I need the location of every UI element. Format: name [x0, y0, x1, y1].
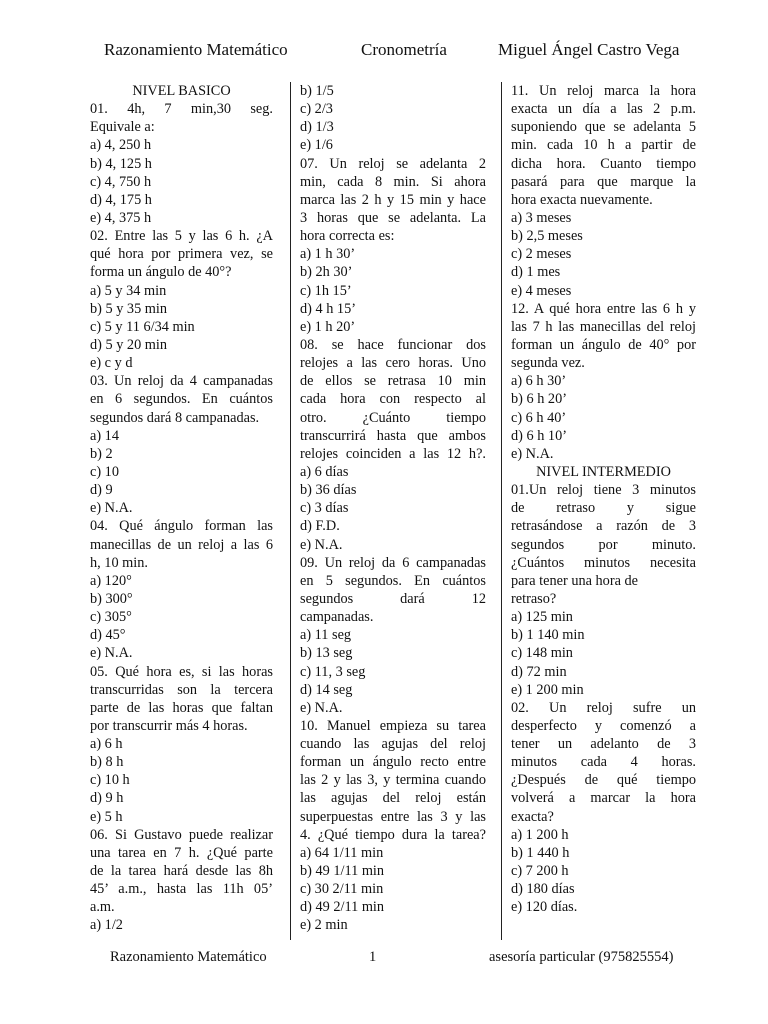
text-line: d) 14 seg [300, 681, 353, 698]
text-line: min. cada 10 h a partir de [511, 137, 696, 154]
text-line: e) 1 200 min [511, 681, 584, 698]
text-line: dicha hora. Cuanto tiempo [511, 155, 696, 172]
text-line: las 2 y las 3, y termina cuando [300, 772, 486, 789]
text-line: a) 64 1/11 min [300, 844, 384, 861]
text-line: a) 4, 250 h [90, 137, 152, 154]
text-line: manecillas de un reloj a las 6 [90, 536, 273, 553]
text-line: a) 120° [90, 572, 132, 589]
text-line: h, 10 min. [90, 554, 148, 571]
text-line: hora correcta es: [300, 228, 395, 245]
text-line: 03. Un reloj da 4 campanadas [90, 373, 273, 390]
text-line: segundos dará 12 [300, 590, 486, 607]
text-line: NIVEL BASICO [132, 83, 231, 99]
text-line: d) 49 2/11 min [300, 899, 385, 916]
text-line: suponiendo que se adelanta 5 [511, 119, 696, 136]
text-line: c) 5 y 11 6/34 min [90, 318, 195, 335]
text-line: 10. Manuel empieza su tarea [300, 717, 486, 734]
text-line: por transcurrir más 4 horas. [90, 717, 248, 734]
text-line: 4. ¿Qué tiempo dura la tarea? [300, 826, 486, 843]
text-line: e) N.A. [90, 645, 133, 662]
text-line: b) 1 440 h [511, 844, 570, 861]
text-line: relojes a las cero horas. Uno [300, 355, 486, 372]
text-line: Equivale a: [90, 119, 155, 136]
text-line: c) 148 min [511, 645, 573, 662]
text-line: e) 1/6 [300, 137, 333, 154]
text-line: exacta? [511, 808, 554, 825]
text-line: retrasándose a razón de 3 [511, 518, 696, 535]
column-1 [90, 82, 273, 938]
text-line: c) 7 200 h [511, 863, 569, 880]
text-line: a) 11 seg [300, 627, 352, 644]
text-line: las agujas del reloj están [300, 790, 486, 807]
text-line: b) 36 días [300, 482, 357, 499]
text-line: transcurridas son la tercera [90, 681, 273, 698]
text-line: a) 6 h [90, 736, 123, 753]
text-line: e) 5 h [90, 808, 123, 825]
footer-subject: Razonamiento Matemático [110, 949, 267, 965]
text-line: una tarea en 7 h. ¿Qué parte [90, 844, 273, 861]
text-line: cuando las agujas del reloj [300, 736, 486, 753]
text-line: d) 1 mes [511, 264, 561, 281]
text-line: b) 8 h [90, 754, 124, 771]
text-line: e) N.A. [511, 445, 554, 462]
text-line: 04. Qué ángulo forman las [90, 518, 273, 535]
text-line: e) N.A. [300, 536, 343, 553]
text-line: d) 5 y 20 min [90, 336, 168, 353]
text-line: forman un ángulo de 40° por [511, 336, 696, 353]
text-line: c) 305° [90, 609, 132, 626]
text-line: exacta un día a las 2 p.m. [511, 101, 696, 118]
text-line: a.m. [90, 899, 115, 916]
text-line: c) 2 meses [511, 246, 572, 263]
text-line: c) 4, 750 h [90, 173, 152, 190]
column-2 [300, 82, 486, 938]
text-line: b) 5 y 35 min [90, 300, 168, 317]
page-number: 1 [369, 949, 377, 965]
text-line: 3 horas que se adelanta. La [300, 209, 486, 226]
text-line: c) 30 2/11 min [300, 881, 384, 898]
text-line: cada hora con respecto al [300, 391, 486, 408]
text-line: b) 1 140 min [511, 627, 585, 644]
text-line: b) 49 1/11 min [300, 863, 385, 880]
text-line: 12. A qué hora entre las 6 h y [511, 300, 696, 317]
column-divider [290, 82, 291, 940]
text-line: a) 5 y 34 min [90, 282, 167, 299]
text-line: las 7 h las manecillas del reloj [511, 318, 696, 335]
text-line: c) 2/3 [300, 101, 333, 118]
text-line: otro. ¿Cuánto tiempo [300, 409, 486, 426]
text-line: retraso? [511, 590, 557, 607]
text-line: ¿Después de qué tiempo [511, 772, 696, 789]
text-line: 11. Un reloj marca la hora [511, 83, 696, 99]
text-line: relojes coinciden a las 12 h?. [300, 445, 486, 462]
text-line: e) N.A. [90, 500, 133, 517]
text-line: a) 6 días [300, 463, 349, 480]
header-author: Miguel Ángel Castro Vega [498, 40, 680, 59]
text-line: d) 9 [90, 482, 113, 499]
text-line: en 6 segundos. En cuántos [90, 391, 273, 408]
text-line: de ellos se retrasa 10 min [300, 373, 486, 390]
text-line: 09. Un reloj da 6 campanadas [300, 554, 486, 571]
text-line: 06. Si Gustavo puede realizar [90, 826, 273, 843]
text-line: d) 45° [90, 627, 126, 644]
text-line: campanadas. [300, 609, 374, 626]
footer-contact: asesoría particular (975825554) [489, 949, 674, 965]
text-line: b) 300° [90, 590, 133, 607]
text-line: a) 6 h 30’ [511, 373, 567, 390]
text-line: a) 1/2 [90, 917, 123, 934]
text-line: forman un ángulo recto entre [300, 754, 486, 771]
text-line: en 5 segundos. En cuántos [300, 572, 486, 589]
text-line: a) 125 min [511, 609, 573, 626]
text-line: a) 1 200 h [511, 826, 569, 843]
text-line: volverá a marcar la hora [511, 790, 696, 807]
text-line: min, cada 8 min. Si ahora [300, 173, 486, 190]
text-line: qué hora por primera vez, se [90, 246, 273, 263]
text-line: e) 4 meses [511, 282, 572, 299]
page-header [0, 40, 768, 66]
text-line: b) 4, 125 h [90, 155, 152, 172]
text-line: para tener una hora de [511, 572, 639, 589]
text-line: b) 13 seg [300, 645, 353, 662]
text-line: c) 10 h [90, 772, 130, 789]
text-line: b) 1/5 [300, 83, 334, 99]
text-line: a) 3 meses [511, 209, 572, 226]
text-line: 02. Un reloj sufre un [511, 699, 696, 716]
text-line: 08. se hace funcionar dos [300, 336, 486, 353]
text-line: c) 1h 15’ [300, 282, 352, 299]
text-line: c) 3 días [300, 500, 349, 517]
text-line: tener un adelanto de 3 [511, 736, 696, 753]
text-line: parte de las horas que faltan [90, 699, 273, 716]
text-line: pasará para que marque la [511, 173, 696, 190]
text-line: segundos dará 8 campanadas. [90, 409, 260, 426]
text-line: segunda vez. [511, 355, 585, 372]
text-line: de la tarea hará desde las 8h [90, 863, 273, 880]
text-line: a) 14 [90, 427, 119, 444]
text-line: desperfecto y comenzó a [511, 717, 696, 734]
text-line: d) 180 días [511, 881, 575, 898]
text-line: hora exacta nuevamente. [511, 191, 653, 208]
text-line: b) 2 [90, 445, 113, 462]
text-line: forma un ángulo de 40°? [90, 264, 232, 281]
text-line: d) 6 h 10’ [511, 427, 567, 444]
text-line: b) 6 h 20’ [511, 391, 567, 408]
column-divider [501, 82, 502, 940]
text-line: 01.Un reloj tiene 3 minutos [511, 482, 696, 499]
text-line: b) 2h 30’ [300, 264, 353, 281]
text-line: 05. Qué hora es, si las horas [90, 663, 273, 680]
text-line: e) c y d [90, 355, 133, 372]
text-line: ¿Cuántos minutos necesita [511, 554, 696, 571]
text-line: de retraso y sigue [511, 500, 696, 517]
text-line: 01. 4h, 7 min,30 seg. [90, 101, 273, 118]
text-line: d) 9 h [90, 790, 124, 807]
text-line: c) 11, 3 seg [300, 663, 366, 680]
text-line: e) 120 días. [511, 899, 578, 916]
text-line: marca las 2 h y 15 min y hace [300, 191, 486, 208]
text-line: e) 4, 375 h [90, 209, 152, 226]
header-subject: Razonamiento Matemático [104, 40, 288, 59]
text-line: d) F.D. [300, 518, 340, 535]
text-line: e) 1 h 20’ [300, 318, 356, 335]
text-line: 45’ a.m., hasta las 11h 05’ [90, 881, 273, 898]
text-line: 02. Entre las 5 y las 6 h. ¿A [90, 228, 273, 245]
text-line: NIVEL INTERMEDIO [536, 463, 671, 480]
text-line: d) 4 h 15’ [300, 300, 356, 317]
text-line: superpuestas entre las 3 y las [300, 808, 486, 825]
text-line: c) 10 [90, 463, 119, 480]
text-line: d) 1/3 [300, 119, 334, 136]
text-line: a) 1 h 30’ [300, 246, 356, 263]
page-footer [0, 949, 768, 971]
text-line: e) N.A. [300, 699, 343, 716]
text-line: d) 72 min [511, 663, 567, 680]
text-line: e) 2 min [300, 917, 348, 934]
text-line: 07. Un reloj se adelanta 2 [300, 155, 486, 172]
text-line: b) 2,5 meses [511, 228, 583, 245]
text-line: d) 4, 175 h [90, 191, 152, 208]
column-3 [511, 82, 696, 938]
text-line: transcurrirá hasta que ambos [300, 427, 486, 444]
text-line: c) 6 h 40’ [511, 409, 567, 426]
text-line: segundos por minuto. [511, 536, 696, 553]
text-line: minutos cada 4 horas. [511, 754, 696, 771]
header-topic: Cronometría [361, 40, 447, 59]
